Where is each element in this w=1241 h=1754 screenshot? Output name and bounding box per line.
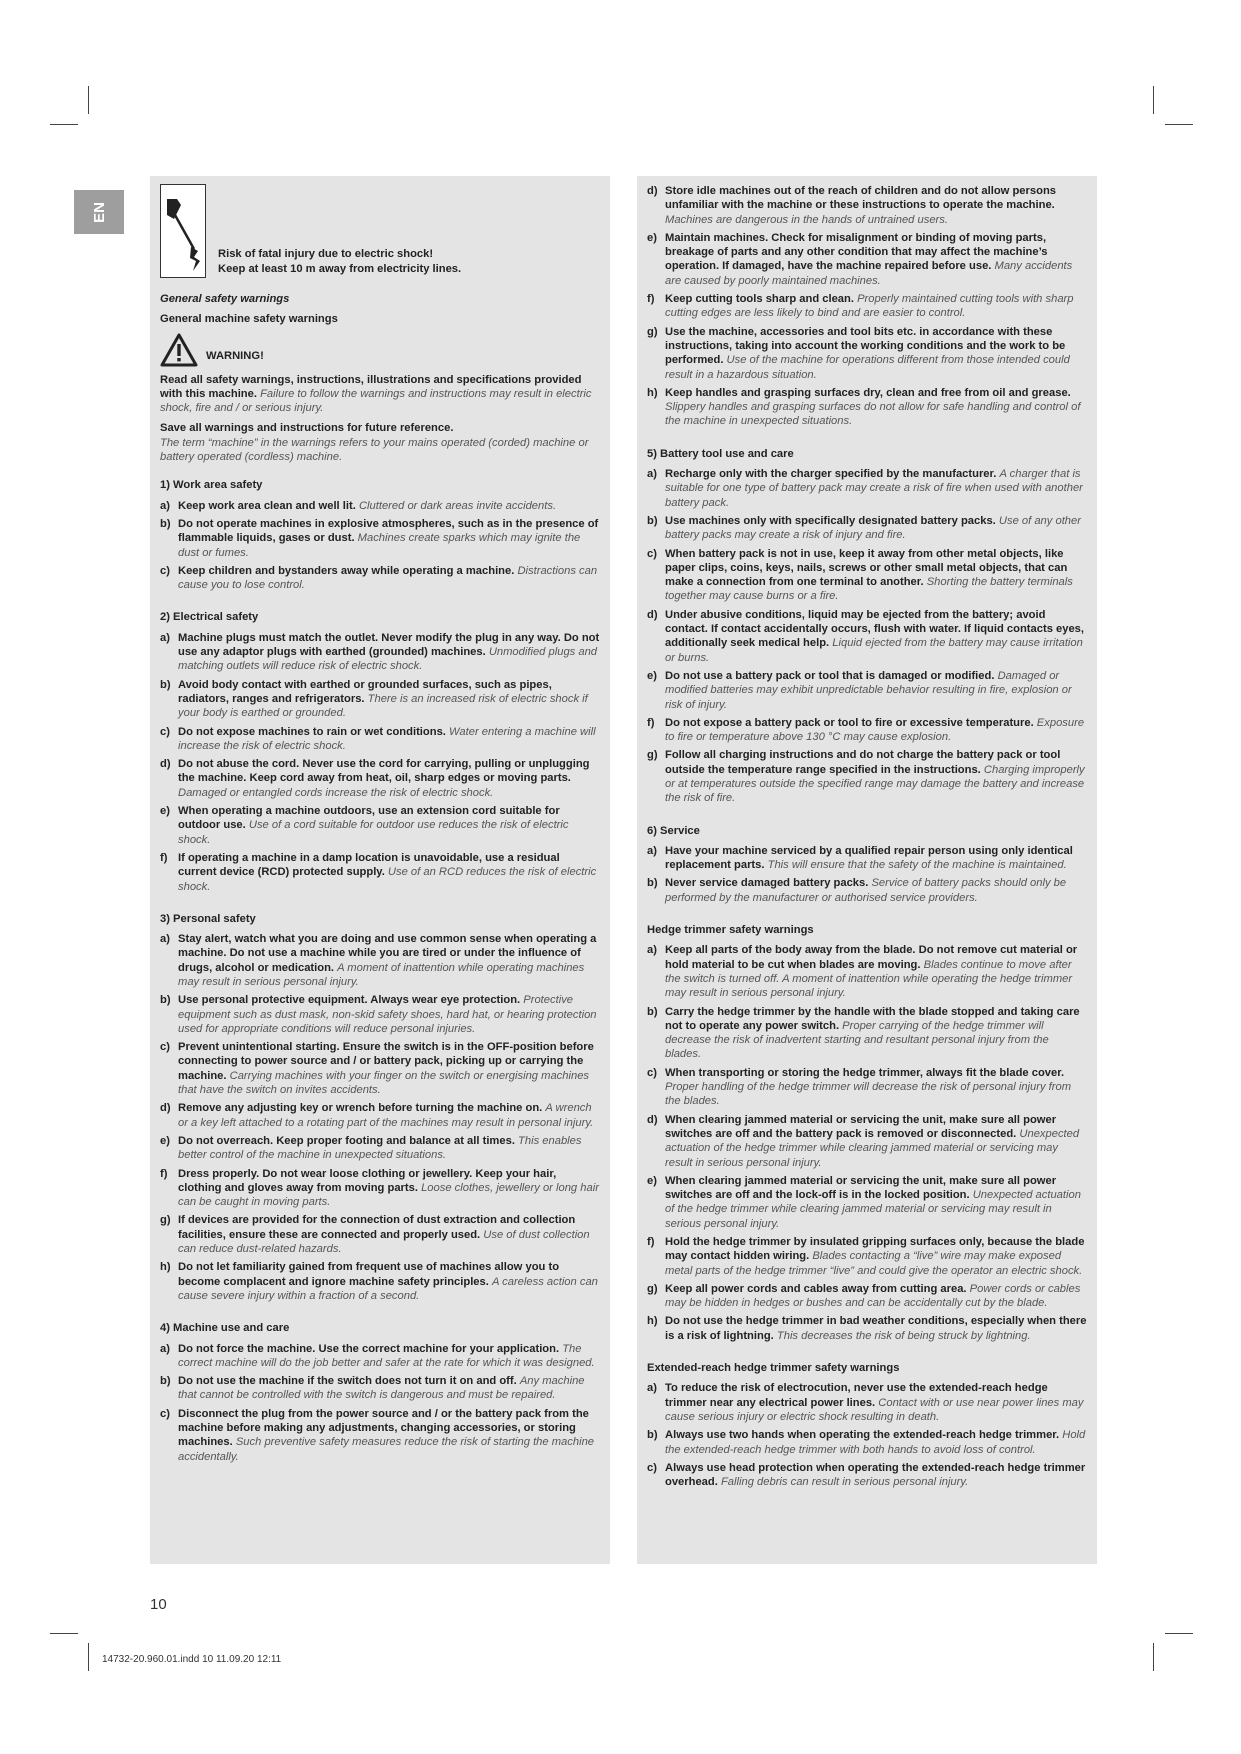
item-body (665, 231, 1087, 288)
item-label: a) (160, 933, 170, 946)
section-gap (647, 810, 1087, 824)
list-item (647, 669, 1087, 712)
item-body (665, 1174, 1087, 1231)
section-title: 6) Service (647, 824, 700, 837)
item-body (178, 1213, 600, 1256)
list-item (160, 1407, 600, 1464)
item-body (665, 669, 1087, 712)
list-item (647, 325, 1087, 382)
item-label: c) (160, 725, 170, 738)
item-body (665, 1381, 1087, 1424)
item-italic-text: Use of any other battery packs may create a risk of injury and fire. (665, 514, 1081, 542)
item-label: f) (160, 851, 168, 864)
item-label: h) (647, 1315, 658, 1328)
list-item (647, 1314, 1087, 1343)
item-italic-text: Blades continue to move after the switch is turned off. A moment of inattention while operating the hedge trimmer may result in serious personal injury. (665, 958, 1073, 1000)
section-title: 1) Work area safety (160, 479, 263, 492)
item-body (178, 678, 600, 721)
list-item (647, 1235, 1087, 1278)
item-body (665, 292, 1087, 321)
item-bold-text: Hold the hedge trimmer by insulated gripping surfaces only, because the blade may contact hidden wiring. (665, 1236, 1085, 1263)
item-label: b) (647, 1429, 658, 1442)
item-italic-text: Unmodified plugs and matching outlets will reduce risk of electric shock. (178, 646, 598, 673)
item-label: a) (160, 499, 170, 512)
hazard-text (218, 247, 461, 276)
general-heading-italic: General safety warnings (160, 293, 290, 305)
item-italic-text: Liquid ejected from the battery may cause irritation or burns. (665, 637, 1083, 664)
list-item (160, 851, 600, 894)
item-bold-text: Machine plugs must match the outlet. Never modify the plug in any way. Do not use any adaptor plugs with earthed (grounded) machines. (178, 631, 600, 659)
list-item (647, 844, 1087, 873)
item-bold-text: If operating a machine in a damp location is unavoidable, use a residual current device (RCD) protected supply. (178, 851, 560, 879)
crop-mark (1165, 1633, 1193, 1634)
item-italic-text: Use of the machine for operations different from those intended could result in a hazardous situation. (665, 354, 1070, 381)
item-bold-text: Do not expose machines to rain or wet conditions. (178, 725, 446, 738)
item-italic-text: This enables better control of the machine in unexpected situations. (178, 1134, 582, 1162)
section-title: Hedge trimmer safety warnings (647, 924, 814, 937)
read-bold: Read all safety warnings, instructions, illustrations and specifications provided with this machine. (160, 373, 582, 400)
crop-mark (50, 124, 78, 125)
list-item (160, 1260, 600, 1303)
item-label: e) (160, 1134, 170, 1147)
item-body (178, 499, 600, 513)
item-label: d) (160, 1102, 171, 1115)
list-item (160, 564, 600, 593)
item-italic-text: Water entering a machine will increase the risk of electric shock. (178, 725, 596, 752)
item-italic-text: Such preventive safety measures reduce the risk of starting the machine accidentally. (178, 1436, 595, 1463)
item-label: b) (647, 1005, 658, 1018)
list-item (647, 1428, 1087, 1457)
language-tab (74, 190, 124, 234)
list-item (647, 716, 1087, 745)
item-italic-text: Contact with or use near power lines may cause serious injury or electric shock resulting in death. (665, 1396, 1084, 1423)
item-italic-text: Protective equipment such as dust mask, non-skid safety shoes, hard hat, or hearing protection used for appropriate conditions will reduce personal injuries. (178, 994, 597, 1035)
item-bold-text: Have your machine serviced by a qualified repair person using only identical replacement parts. (665, 844, 1073, 872)
section-gap (160, 596, 600, 610)
item-body (665, 1461, 1087, 1490)
crop-mark (88, 86, 89, 114)
crop-mark (88, 1643, 89, 1671)
section-title: Extended-reach hedge trimmer safety warnings (647, 1362, 900, 1375)
item-label: f) (647, 293, 655, 306)
item-label: g) (647, 749, 658, 762)
item-italic-text: This decreases the risk of being struck by lightning. (776, 1329, 1031, 1342)
item-bold-text: Do not operate machines in explosive atmospheres, such as in the presence of flammable liquids, gases or dust. (178, 517, 599, 545)
item-label: b) (160, 994, 171, 1007)
item-italic-text: A wrench or a key left attached to a rotating part of the machines may result in personal injury. (178, 1102, 594, 1129)
item-body (665, 547, 1087, 604)
item-italic-text: Charging improperly or at temperatures outside the specified range may damage the battery and increase the risk of fire. (665, 763, 1085, 805)
item-label: g) (647, 1282, 658, 1295)
section-gap (160, 898, 600, 912)
item-body (178, 1342, 600, 1371)
item-bold-text: Use personal protective equipment. Always wear eye protection. (178, 994, 521, 1007)
item-label: g) (160, 1214, 171, 1227)
item-body (665, 608, 1087, 665)
item-bold-text: Keep all parts of the body away from the blade. Do not remove cut material or hold material to be cut when blades are moving. (665, 944, 1078, 971)
item-italic-text: Proper handling of the hedge trimmer will decrease the risk of personal injury from the blades. (665, 1081, 1072, 1108)
item-body (178, 517, 600, 560)
right-top-items (647, 184, 1087, 429)
item-label: d) (160, 758, 171, 771)
right-sections (647, 433, 1087, 1490)
item-bold-text: Follow all charging instructions and do not charge the battery pack or tool outside the temperature range specified in the instructions. (665, 749, 1061, 776)
list-item (647, 386, 1087, 429)
item-body (178, 1101, 600, 1130)
item-italic-text: Any machine that cannot be controlled with the switch is dangerous and must be repaired. (178, 1375, 585, 1402)
list-item (647, 467, 1087, 510)
item-bold-text: Do not abuse the cord. Never use the cord for carrying, pulling or unplugging the machine. Keep cord away from heat, oil, sharp edges or moving parts. (178, 758, 590, 785)
right-column (637, 176, 1097, 1564)
item-italic-text: A charger that is suitable for one type of battery pack may create a risk of fire when used with another battery pack. (665, 468, 1083, 509)
item-bold-text: Do not use the hedge trimmer in bad weather conditions, especially when there is a risk of lightning. (665, 1315, 1087, 1342)
section-gap (647, 909, 1087, 923)
crop-mark (1165, 124, 1193, 125)
item-bold-text: Under abusive conditions, liquid may be ejected from the battery; avoid contact. If contact accidentally occurs, flush with water. If liquid contacts eyes, additionally seek medical help. (665, 608, 1085, 650)
list-item (647, 1174, 1087, 1231)
item-bold-text: When battery pack is not in use, keep it away from other metal objects, like paper clips, coins, keys, nails, screws or other small metal objects, that can make a connection from one terminal to another. (665, 547, 1068, 589)
item-label: h) (160, 1261, 171, 1274)
list-item (160, 1374, 600, 1403)
item-italic-text: Machines create sparks which may ignite the dust or fumes. (178, 532, 581, 559)
page-number: 10 (150, 1596, 167, 1613)
item-bold-text: Stay alert, watch what you are doing and use common sense when operating a machine. Do not use a machine while you are tired or under the influence of drugs, alcohol or medication. (178, 933, 597, 974)
list-item (160, 678, 600, 721)
hazard-notice (160, 184, 600, 278)
list-item (160, 499, 600, 513)
item-body (665, 386, 1087, 429)
item-italic-text: Unexpected actuation of the hedge trimmer while clearing jammed material or servicing may result in serious personal injury. (665, 1127, 1080, 1169)
list-item (647, 1113, 1087, 1170)
item-label: a) (647, 844, 657, 857)
hazard-line-1: Risk of fatal injury due to electric shock! (218, 248, 434, 261)
item-body (178, 631, 600, 674)
item-body (178, 1040, 600, 1097)
print-footer: 14732-20.960.01.indd 10 11.09.20 12:11 (102, 1654, 282, 1665)
item-body (665, 467, 1087, 510)
item-body (665, 1314, 1087, 1343)
section-gap (160, 464, 600, 478)
warning-triangle-icon (160, 333, 198, 367)
item-body (665, 1113, 1087, 1170)
item-italic-text: Damaged or entangled cords increase the risk of electric shock. (178, 786, 494, 799)
list-item (160, 1134, 600, 1163)
list-item (160, 1342, 600, 1371)
item-italic-text: Unexpected actuation of the hedge trimmer while clearing jammed material or servicing may result in serious personal injury. (665, 1189, 1081, 1230)
item-bold-text: Remove any adjusting key or wrench before turning the machine on. (178, 1102, 543, 1115)
item-label: b) (160, 678, 171, 691)
item-bold-text: Use the machine, accessories and tool bits etc. in accordance with these instructions, taking into account the working conditions and the work to be performed. (665, 325, 1066, 367)
item-label: f) (647, 1236, 655, 1248)
warning-title: WARNING! (206, 350, 264, 363)
read-italic: Failure to follow the warnings and instructions may result in electric shock, fire and / or serious injury. (160, 387, 592, 415)
list-item (160, 1101, 600, 1130)
list-item (647, 1066, 1087, 1109)
item-bold-text: Always use two hands when operating the extended-reach hedge trimmer. (665, 1429, 1060, 1442)
list-item (647, 943, 1087, 1000)
item-body (665, 844, 1087, 873)
crop-mark (1153, 1643, 1154, 1671)
section-title: 3) Personal safety (160, 912, 256, 925)
item-bold-text: Never service damaged battery packs. (665, 877, 869, 890)
item-bold-text: When transporting or storing the hedge trimmer, always fit the blade cover. (665, 1066, 1065, 1079)
list-item (160, 631, 600, 674)
item-bold-text: Keep cutting tools sharp and clean. (665, 293, 854, 306)
list-item (160, 757, 600, 800)
item-italic-text: Use of an RCD reduces the risk of electric shock. (178, 866, 597, 893)
item-label: e) (160, 805, 170, 818)
item-label: b) (647, 514, 658, 527)
item-body (665, 716, 1087, 745)
item-body (178, 851, 600, 894)
item-label: c) (647, 1066, 657, 1079)
list-item (647, 184, 1087, 227)
section-title: 2) Electrical safety (160, 611, 259, 624)
item-italic-text: Distractions can cause you to lose control. (178, 564, 598, 592)
list-item (160, 1167, 600, 1210)
item-bold-text: If devices are provided for the connection of dust extraction and collection facilities, ensure these are connected and properly used. (178, 1214, 576, 1241)
list-item (647, 292, 1087, 321)
item-bold-text: Maintain machines. Check for misalignment or binding of moving parts, breakage of parts and any other condition that may affect the machine’s operation. If damaged, have the machine repaired before use. (665, 231, 1048, 273)
list-item (647, 1282, 1087, 1311)
item-italic-text: Use of dust collection can reduce dust-related hazards. (178, 1228, 590, 1256)
list-item (647, 231, 1087, 288)
item-body (665, 748, 1087, 805)
crop-mark (1153, 86, 1154, 114)
section-gap (647, 1347, 1087, 1361)
item-label: a) (647, 1382, 657, 1395)
item-italic-text: Exposure to fire or temperature above 130 °C may cause explosion. (665, 716, 1085, 744)
item-italic-text: Loose clothes, jewellery or long hair can be caught in moving parts. (178, 1181, 599, 1209)
item-body (178, 564, 600, 593)
list-item (160, 517, 600, 560)
item-bold-text: When operating a machine outdoors, use an extension cord suitable for outdoor use. (178, 805, 560, 832)
item-bold-text: Avoid body contact with earthed or grounded surfaces, such as pipes, radiators, ranges and refrigerators. (178, 678, 552, 705)
item-body (178, 1374, 600, 1403)
list-item (160, 725, 600, 754)
item-bold-text: Recharge only with the charger specified by the manufacturer. (665, 468, 997, 481)
item-label: g) (647, 325, 658, 338)
section-gap (160, 1307, 600, 1321)
item-label: a) (647, 468, 657, 481)
item-bold-text: Do not expose a battery pack or tool to fire or excessive temperature. (665, 716, 1034, 729)
item-italic-text: Hold the extended-reach hedge trimmer with both hands to avoid loss of control. (665, 1429, 1086, 1456)
item-bold-text: Keep work area clean and well lit. (178, 499, 356, 512)
item-label: a) (160, 631, 170, 644)
item-body (178, 804, 600, 847)
item-body (665, 876, 1087, 905)
item-body (178, 993, 600, 1036)
item-label: e) (647, 669, 657, 682)
item-label: d) (647, 1113, 658, 1126)
item-body (665, 325, 1087, 382)
crop-mark (50, 1633, 78, 1634)
item-bold-text: Disconnect the plug from the power source and / or the battery pack from the machine before making any adjustments, changing accessories, or storing machines. (178, 1407, 589, 1449)
item-bold-text: When clearing jammed material or servicing the unit, make sure all power switches are off and the battery pack is removed or disconnected. (665, 1113, 1057, 1140)
item-label: f) (160, 1167, 168, 1180)
item-italic-text: Cluttered or dark areas invite accidents. (358, 499, 557, 512)
item-body (178, 932, 600, 989)
item-bold-text: Prevent unintentional starting. Ensure the switch is in the OFF-position before connecting to power source and / or battery pack, picking up or carrying the machine. (178, 1041, 594, 1082)
item-label: c) (160, 1041, 170, 1054)
item-italic-text: A moment of inattention while operating machines may result in serious personal injury. (178, 961, 585, 988)
item-bold-text: Do not use the machine if the switch does not turn it on and off. (178, 1375, 517, 1388)
list-item (647, 608, 1087, 665)
item-label: a) (647, 944, 657, 957)
item-label: c) (160, 1407, 170, 1420)
item-label: e) (647, 1174, 657, 1187)
item-bold-text: To reduce the risk of electrocution, never use the extended-reach hedge trimmer near any electrical power lines. (665, 1382, 1048, 1409)
left-column (150, 176, 610, 1564)
left-sections (160, 464, 600, 1464)
list-item (160, 932, 600, 989)
item-label: d) (647, 185, 658, 197)
item-body (178, 1260, 600, 1303)
item-italic-text: Machines are dangerous in the hands of untrained users. (665, 213, 948, 226)
list-item (647, 1005, 1087, 1062)
item-italic-text: Service of battery packs should only be performed by the manufacturer or authorised service providers. (665, 877, 1067, 904)
list-item (160, 1213, 600, 1256)
item-bold-text: Do not use a battery pack or tool that is damaged or modified. (665, 669, 995, 682)
list-item (647, 514, 1087, 543)
item-italic-text: The correct machine will do the job better and safer at the rate for which it was designed. (178, 1342, 595, 1369)
item-italic-text: Power cords or cables may be hidden in hedges or bushes and can be accidentally cut by the blade. (665, 1282, 1081, 1310)
item-bold-text: When clearing jammed material or servicing the unit, make sure all power switches are off and the lock-off is in the locked position. (665, 1174, 1057, 1202)
item-body (178, 1407, 600, 1464)
hazard-line-2: Keep at least 10 m away from electricity lines. (218, 262, 462, 275)
item-body (178, 1134, 600, 1163)
list-item (647, 1461, 1087, 1490)
item-label: b) (160, 517, 171, 530)
item-italic-text: This will ensure that the safety of the machine is maintained. (767, 859, 1067, 872)
electric-hazard-pictogram-icon (160, 184, 206, 278)
list-item (160, 993, 600, 1036)
item-body (665, 1066, 1087, 1109)
save-italic: The term “machine” in the warnings refers to your mains operated (corded) machine or battery operated (cordless) machine. (160, 436, 589, 464)
item-bold-text: Use machines only with specifically designated battery packs. (665, 514, 996, 527)
item-body (665, 514, 1087, 543)
item-italic-text: Properly maintained cutting tools with sharp cutting edges are less likely to bind and are easier to control. (665, 293, 1074, 320)
item-bold-text: Keep handles and grasping surfaces dry, clean and free from oil and grease. (665, 386, 1071, 399)
item-bold-text: Carry the hedge trimmer by the handle with the blade stopped and taking care not to operate any power switch. (665, 1005, 1080, 1032)
list-item (160, 1040, 600, 1097)
list-item (647, 1381, 1087, 1424)
item-label: b) (160, 1375, 171, 1388)
save-warnings (160, 421, 600, 464)
item-bold-text: Keep children and bystanders away while operating a machine. (178, 564, 515, 577)
item-label: e) (647, 231, 657, 244)
item-italic-text: Many accidents are caused by poorly maintained machines. (665, 260, 1073, 287)
item-bold-text: Do not let familiarity gained from frequent use of machines allow you to become complacent and ignore machine safety principles. (178, 1261, 560, 1288)
item-label: b) (647, 877, 658, 890)
item-italic-text: Blades contacting a “live” wire may make exposed metal parts of the hedge trimmer “live” and could give the operator an electric shock. (665, 1250, 1083, 1277)
item-body (665, 943, 1087, 1000)
item-italic-text: Shorting the battery terminals together may cause burns or a fire. (665, 576, 1073, 603)
item-italic-text: Damaged or modified batteries may exhibit unpredictable behavior resulting in fire, explosion or risk of injury. (665, 669, 1072, 711)
list-item (160, 804, 600, 847)
warning-row (160, 333, 600, 367)
item-italic-text: Carrying machines with your finger on the switch or energising machines that have the switch on invites accidents. (178, 1069, 590, 1097)
item-italic-text: Slippery handles and grasping surfaces do not allow for safe handling and control of the machine in unexpected situations. (665, 401, 1081, 428)
item-body (665, 1282, 1087, 1311)
item-label: c) (160, 564, 170, 577)
item-italic-text: Use of a cord suitable for outdoor use reduces the risk of electric shock. (178, 819, 569, 846)
item-body (665, 1428, 1087, 1457)
list-item (647, 876, 1087, 905)
item-bold-text: Dress properly. Do not wear loose clothing or jewellery. Keep your hair, clothing and gloves away from moving parts. (178, 1167, 557, 1194)
general-heading: General machine safety warnings (160, 313, 338, 326)
item-body (665, 1235, 1087, 1278)
item-body (178, 1167, 600, 1210)
item-body (665, 1005, 1087, 1062)
list-item (647, 547, 1087, 604)
language-tab-label: EN (90, 201, 108, 223)
item-bold-text: Store idle machines out of the reach of children and do not allow persons unfamiliar with the machine or these instructions to operate the machine. (665, 185, 1056, 212)
item-label: a) (160, 1342, 170, 1355)
list-item (647, 748, 1087, 805)
item-bold-text: Keep all power cords and cables away from cutting area. (665, 1282, 967, 1295)
item-label: c) (647, 547, 657, 560)
read-all-warnings (160, 373, 600, 416)
item-italic-text: A careless action can cause severe injury within a fraction of a second. (178, 1275, 598, 1302)
save-bold: Save all warnings and instructions for future reference. (160, 422, 454, 435)
item-body (178, 725, 600, 754)
item-italic-text: Falling debris can result in serious personal injury. (720, 1476, 969, 1489)
item-bold-text: Always use head protection when operating the extended-reach hedge trimmer overhead. (665, 1461, 1086, 1489)
item-label: c) (647, 1461, 657, 1474)
section-title: 4) Machine use and care (160, 1322, 290, 1335)
item-label: f) (647, 716, 655, 729)
item-body (178, 757, 600, 800)
item-italic-text: Proper carrying of the hedge trimmer will decrease the risk of inadvertent starting and resultant personal injury from the blades. (665, 1019, 1049, 1061)
item-label: d) (647, 608, 658, 621)
item-italic-text: There is an increased risk of electric shock if your body is earthed or grounded. (178, 692, 588, 720)
item-bold-text: Do not force the machine. Use the correct machine for your application. (178, 1342, 560, 1355)
item-bold-text: Do not overreach. Keep proper footing and balance at all times. (178, 1134, 515, 1147)
item-label: h) (647, 386, 658, 399)
section-gap (647, 433, 1087, 447)
section-title: 5) Battery tool use and care (647, 447, 794, 460)
item-body (665, 184, 1087, 227)
